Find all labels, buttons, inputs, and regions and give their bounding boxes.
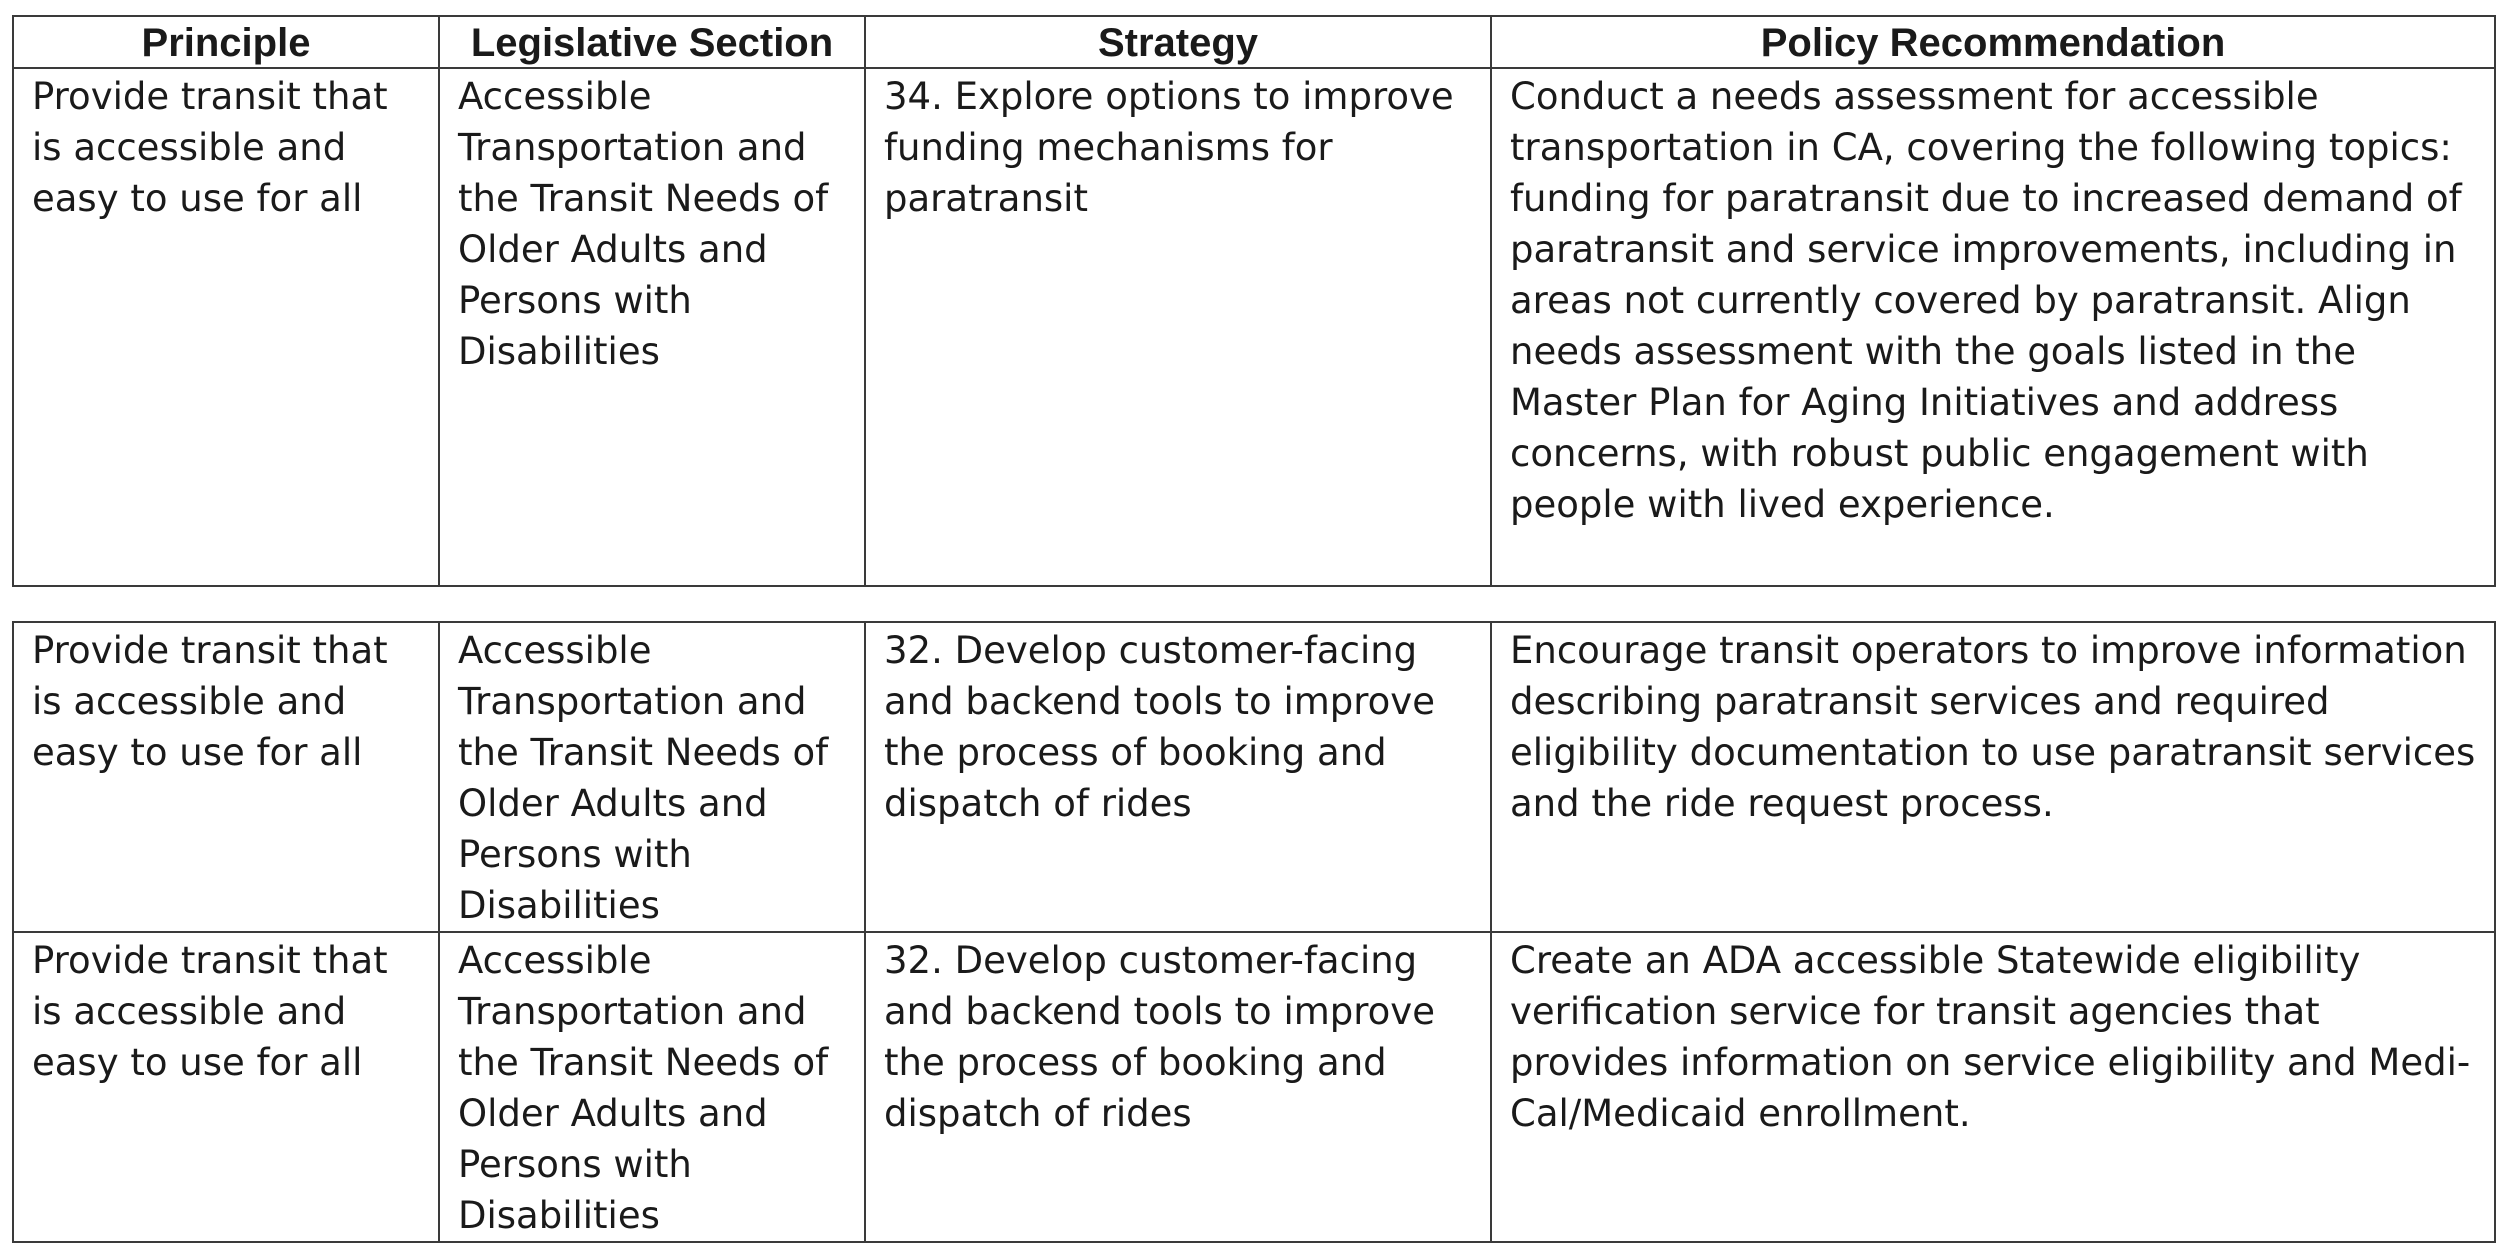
header-principle: Principle — [13, 16, 439, 68]
cell-legislative-section: Accessible Transportation and the Transit Needs of Older Adults and Persons with Disabilities — [439, 68, 865, 586]
table-header — [13, 16, 2495, 68]
cell-principle: Provide transit that is accessible and easy to use for all — [13, 622, 439, 932]
policy-table-part-2 — [12, 621, 2496, 1243]
cell-strategy: 34. Explore options to improve funding mechanisms for paratransit — [865, 68, 1491, 586]
header-strategy: Strategy — [865, 16, 1491, 68]
cell-policy-recommendation: Conduct a needs assessment for accessible transportation in CA, covering the following topics: funding for paratransit due to increased demand of paratransit and service improvements, including in areas not currently covered by paratransit. Align needs assessment with the goals listed in the Master Plan for Aging Initiatives and address concerns, with robust public engagement with people with lived experience. — [1491, 68, 2495, 586]
header-policy-recommendation: Policy Recommendation — [1491, 16, 2495, 68]
cell-policy-recommendation: Encourage transit operators to improve information describing paratransit services and required eligibility documentation to use paratransit services and the ride request process. — [1491, 622, 2495, 932]
table-row — [13, 68, 2495, 586]
cell-principle: Provide transit that is accessible and easy to use for all — [13, 68, 439, 586]
table-row — [13, 932, 2495, 1242]
header-row — [13, 16, 2495, 68]
cell-principle: Provide transit that is accessible and easy to use for all — [13, 932, 439, 1242]
cell-legislative-section: Accessible Transportation and the Transit Needs of Older Adults and Persons with Disabilities — [439, 622, 865, 932]
policy-table-part-1 — [12, 15, 2496, 587]
header-legislative-section: Legislative Section — [439, 16, 865, 68]
cell-strategy: 32. Develop customer-facing and backend tools to improve the process of booking and dispatch of rides — [865, 932, 1491, 1242]
cell-policy-recommendation: Create an ADA accessible Statewide eligibility verification service for transit agencies that provides information on service eligibility and Medi-Cal/Medicaid enrollment. — [1491, 932, 2495, 1242]
cell-legislative-section: Accessible Transportation and the Transit Needs of Older Adults and Persons with Disabilities — [439, 932, 865, 1242]
cell-strategy: 32. Develop customer-facing and backend tools to improve the process of booking and dispatch of rides — [865, 622, 1491, 932]
table-row — [13, 622, 2495, 932]
